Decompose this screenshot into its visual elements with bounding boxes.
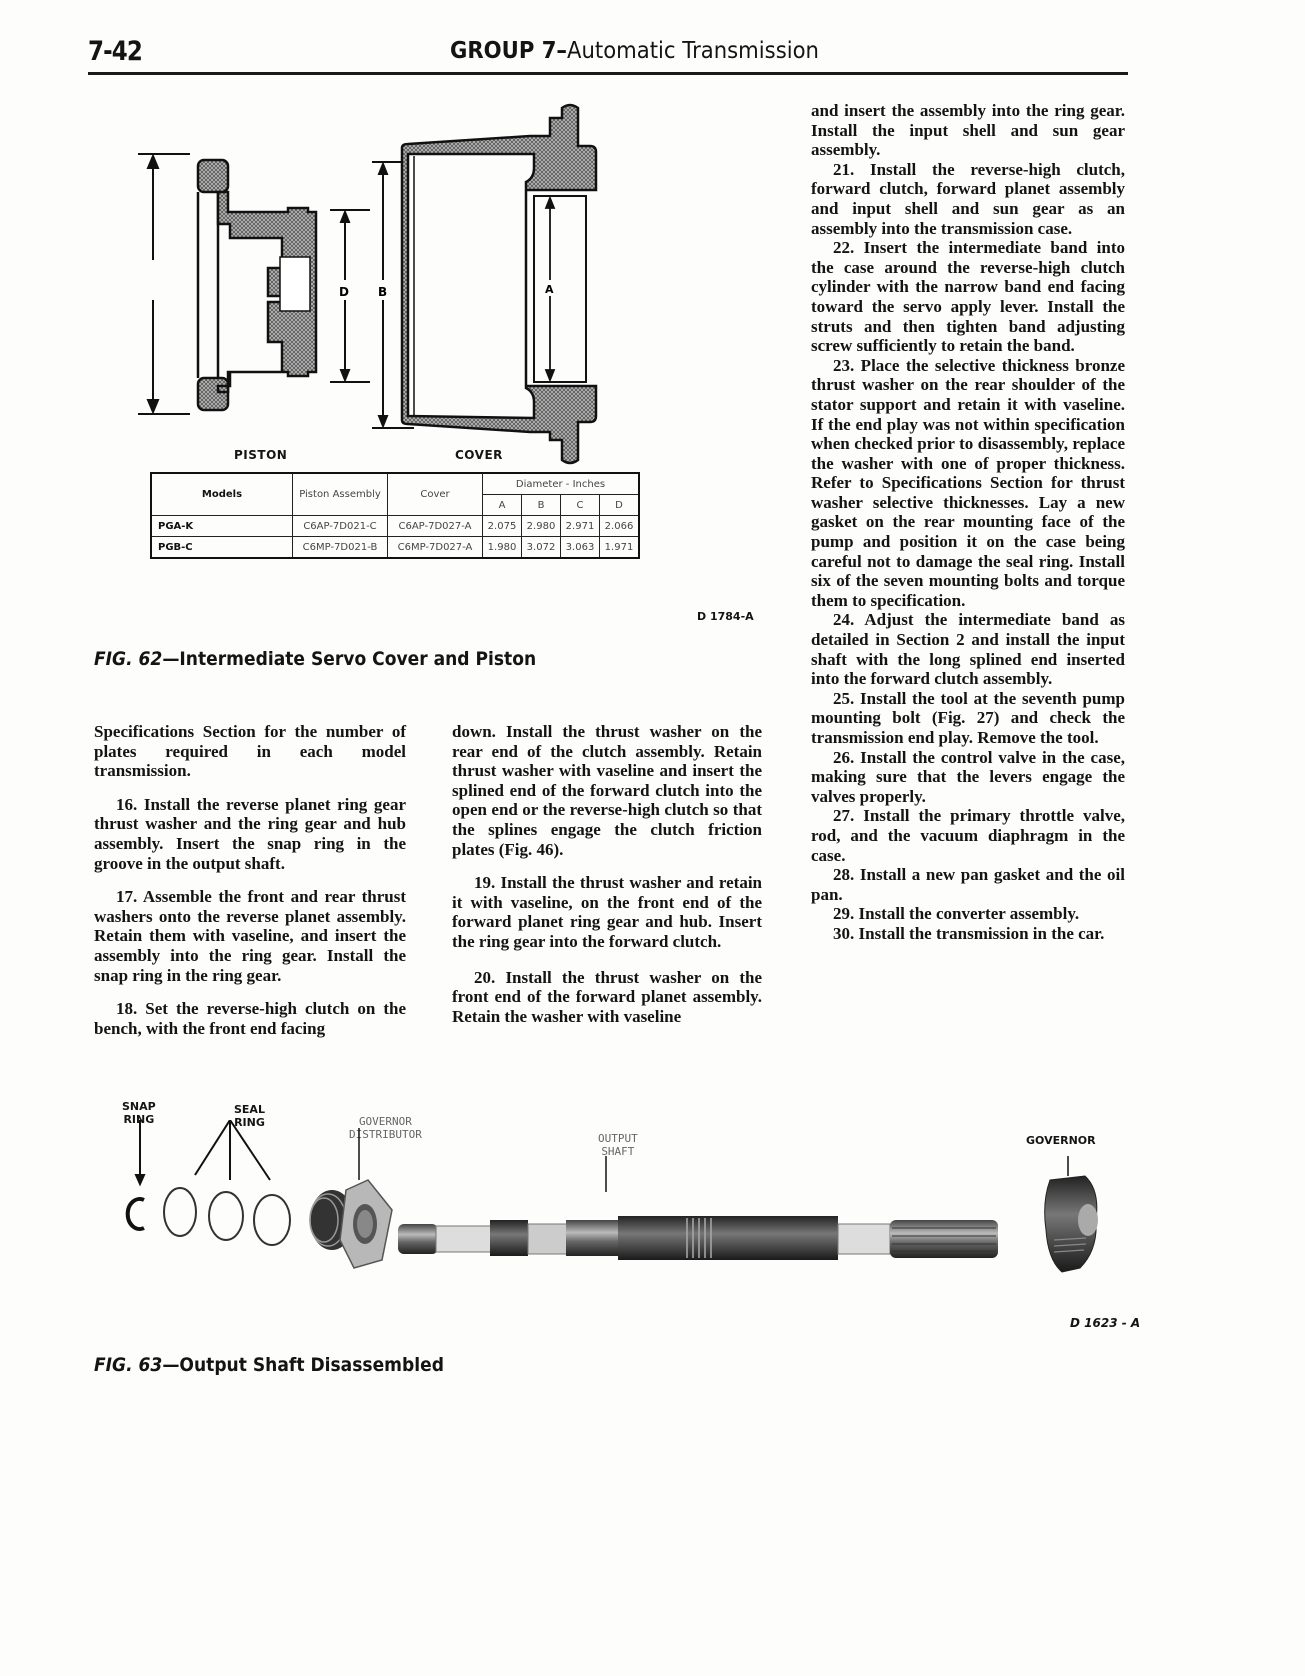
header-rule bbox=[88, 72, 1128, 75]
cell-d: 1.971 bbox=[600, 537, 640, 559]
paragraph-step-17: 17. Assemble the front and rear thrust washers onto the reverse planet assembly. Retain them with vaseline, and insert the assembly into the ring gear. Install the snap ring in the ring gear. bbox=[94, 887, 406, 985]
dimension-d bbox=[330, 210, 370, 382]
text-column-right bbox=[811, 101, 1125, 944]
seal-ring-icon bbox=[209, 1192, 243, 1240]
paragraph: down. Install the thrust washer on the rear end of the clutch assembly. Retain thrust washer with vaseline and insert the splined end of the forward clutch into the open end or the reverse-high clutch so that the splines engage the clutch friction plates (Fig. 46). bbox=[452, 722, 762, 859]
cell-cover: C6MP-7D027-A bbox=[388, 537, 483, 559]
figure-63-title: Output Shaft Disassembled bbox=[179, 1354, 444, 1376]
paragraph-step-22: 22. Insert the intermediate band into the case around the reverse-high clutch cylinder with the narrow band end facing toward the servo apply lever. Install the struts and then tighten band adjusting screw sufficiently to retain the band. bbox=[811, 238, 1125, 356]
piston-label: PISTON bbox=[234, 448, 288, 462]
paragraph-step-27: 27. Install the primary throttle valve, rod, and the vacuum diaphragm in the case. bbox=[811, 806, 1125, 865]
page-number: 7-42 bbox=[88, 36, 143, 67]
paragraph-step-23: 23. Place the selective thickness bronze thrust washer on the rear shoulder of the stator support and retain it with vaseline. If the end play was not within specification when checked prior to disassembly, replace the washer with one of proper thickness. Refer to Specifications Section for thrust washer selective thicknesses. Lay a new gasket on the rear mounting face of the pump and position it on the case being careful not to damage the seal ring. Install six of the seven mounting bolts and torque them to specification. bbox=[811, 355, 1125, 610]
cell-piston: C6MP-7D021-B bbox=[293, 537, 388, 559]
paragraph-step-26: 26. Install the control valve in the case, making sure that the levers engage the valves properly. bbox=[811, 747, 1125, 806]
running-header bbox=[450, 38, 819, 64]
output-shaft-icon bbox=[398, 1216, 998, 1260]
text-column-left bbox=[94, 722, 406, 1038]
output-shaft-exploded-view bbox=[100, 1120, 1120, 1290]
paragraph-step-20: 20. Install the thrust washer on the front end of the forward planet assembly. Retain the washer with vaseline bbox=[452, 967, 762, 1026]
paragraph-step-29: 29. Install the converter assembly. bbox=[833, 904, 1080, 924]
snap-ring-label: SNAP RING bbox=[122, 1100, 156, 1126]
figure-63-caption: FIG. 63—Output Shaft Disassembled bbox=[94, 1354, 444, 1376]
col-header-diameter: Diameter - Inches bbox=[483, 473, 640, 495]
cell-piston: C6AP-7D021-C bbox=[293, 516, 388, 537]
cell-b: 3.072 bbox=[522, 537, 561, 559]
cover-shape bbox=[402, 105, 596, 463]
figure-62-title: Intermediate Servo Cover and Piston bbox=[179, 648, 537, 670]
cell-c: 3.063 bbox=[561, 537, 600, 559]
cell-a: 2.075 bbox=[483, 516, 522, 537]
cell-cover: C6AP-7D027-A bbox=[388, 516, 483, 537]
governor-distributor-icon bbox=[310, 1180, 392, 1268]
figure-63-code: D 1623 - A bbox=[1070, 1316, 1141, 1330]
group-label: GROUP 7 bbox=[450, 38, 557, 64]
table-row bbox=[151, 537, 639, 559]
section-title: Automatic Transmission bbox=[567, 38, 819, 64]
dim-d-label: D bbox=[339, 285, 349, 299]
paragraph-step-18: 18. Set the reverse-high clutch on the bench, with the front end facing bbox=[94, 999, 406, 1038]
cell-c: 2.971 bbox=[561, 516, 600, 537]
text-column-middle bbox=[452, 722, 762, 1026]
col-header-b: B bbox=[522, 495, 561, 516]
snap-ring-icon bbox=[128, 1199, 144, 1229]
cover-label: COVER bbox=[455, 448, 503, 462]
seal-ring-icon bbox=[254, 1195, 290, 1245]
figure-62-caption: FIG. 62—Intermediate Servo Cover and Piston bbox=[94, 648, 537, 670]
cell-a: 1.980 bbox=[483, 537, 522, 559]
cell-d: 2.066 bbox=[600, 516, 640, 537]
col-header-d: D bbox=[600, 495, 640, 516]
servo-cover-piston-diagram bbox=[130, 100, 670, 470]
output-shaft-label: OUTPUT SHAFT bbox=[598, 1132, 638, 1158]
table-row bbox=[151, 516, 639, 537]
col-header-piston-assembly: Piston Assembly bbox=[293, 473, 388, 516]
cell-model: PGB-C bbox=[151, 537, 293, 559]
paragraph-step-28: 28. Install a new pan gasket and the oil pan. bbox=[811, 865, 1125, 904]
governor-icon bbox=[1045, 1176, 1098, 1272]
header-dash: – bbox=[556, 38, 568, 64]
seal-ring-label: SEAL RING bbox=[234, 1103, 265, 1129]
seal-ring-icon bbox=[164, 1188, 196, 1236]
paragraph: Specifications Section for the number of plates required in each model transmission. bbox=[94, 722, 406, 781]
paragraph-step-25: 25. Install the tool at the seventh pump mounting bolt (Fig. 27) and check the transmission end play. Remove the tool. bbox=[811, 688, 1125, 747]
paragraph-step-19: 19. Install the thrust washer and retain it with vaseline, on the front end of the forward planet ring gear and hub. Insert the ring gear into the forward clutch. bbox=[452, 873, 762, 951]
callout-arrows bbox=[136, 1120, 1068, 1192]
dim-a-label: A bbox=[545, 283, 554, 296]
cell-model: PGA-K bbox=[151, 516, 293, 537]
governor-label: GOVERNOR bbox=[1026, 1134, 1096, 1147]
figure-62-number: FIG. 62 bbox=[94, 648, 163, 670]
paragraph-step-16: 16. Install the reverse planet ring gear thrust washer and the ring gear and hub assembly. Insert the snap ring in the groove in the output shaft. bbox=[94, 794, 406, 873]
cell-b: 2.980 bbox=[522, 516, 561, 537]
col-header-cover: Cover bbox=[388, 473, 483, 516]
col-header-a: A bbox=[483, 495, 522, 516]
col-header-c: C bbox=[561, 495, 600, 516]
governor-distributor-label: GOVERNOR DISTRIBUTOR bbox=[349, 1115, 422, 1141]
figure-63-number: FIG. 63 bbox=[94, 1354, 163, 1376]
paragraph: and insert the assembly into the ring gear. Install the input shell and sun gear assembly. bbox=[811, 101, 1125, 160]
piston-dimension-c bbox=[138, 154, 190, 414]
paragraph-step-24: 24. Adjust the intermediate band as detailed in Section 2 and install the input shaft with the long splined end inserted into the forward clutch assembly. bbox=[811, 610, 1125, 689]
col-header-models: Models bbox=[151, 473, 293, 516]
piston-shape bbox=[198, 160, 316, 410]
servo-spec-table bbox=[150, 472, 640, 559]
paragraph-step-21: 21. Install the reverse-high clutch, forward clutch, forward planet assembly and input shell and sun gear as an assembly into the transmission case. bbox=[811, 159, 1125, 238]
figure-62-code: D 1784-A bbox=[697, 610, 754, 623]
dim-b-label: B bbox=[378, 285, 388, 299]
paragraph-step-30: 30. Install the transmission in the car. bbox=[833, 923, 1105, 943]
